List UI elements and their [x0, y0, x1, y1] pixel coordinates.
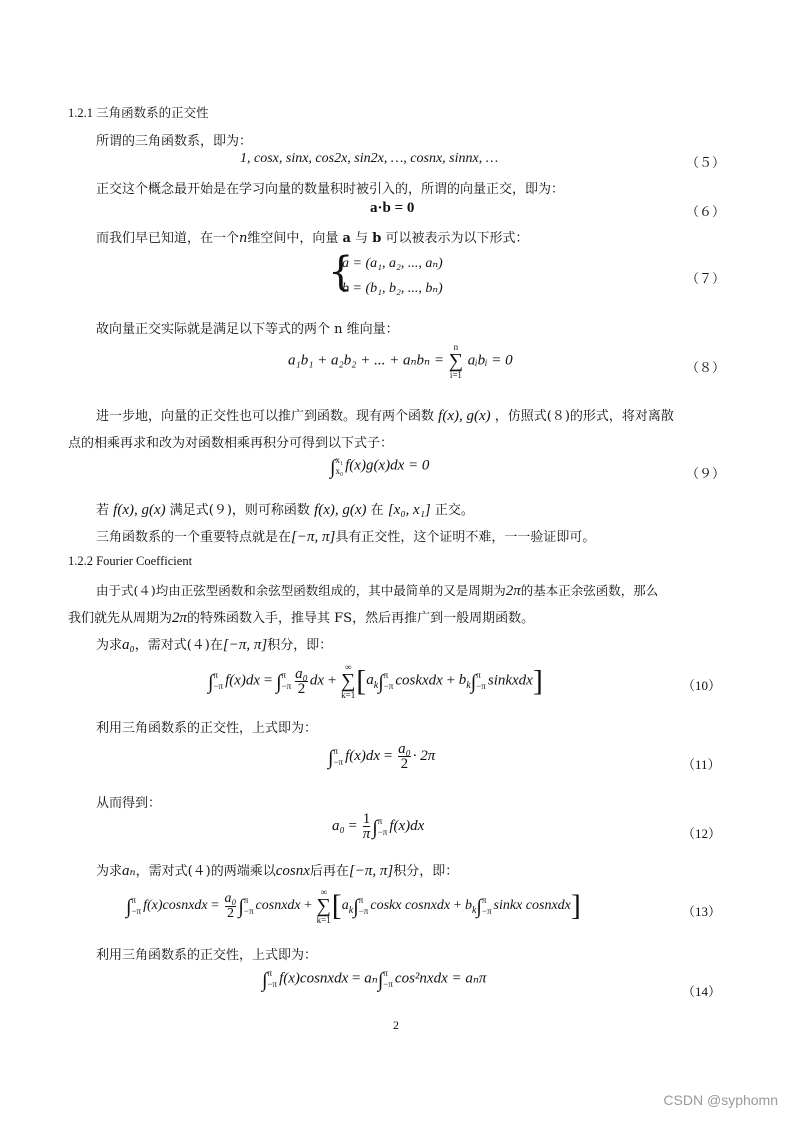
- paragraph: 为求a₀，需对式(４)在[−π, π]积分，即：: [96, 637, 333, 653]
- paragraph: 而我们早已知道，在一个n维空间中，向量 a 与 b 可以被表示为以下形式：: [96, 231, 529, 246]
- equation-13: ∫ π −π f(x)cosnxdx = $\frac{\text{a₀}}{2}$ ∫ π −π cosnxdx + ∞ ∑ k=1 [$a_k\int$ π −π coskx cosnxdx + $b_k\int$ π −π sinkx cosnxdx]: [126, 887, 581, 925]
- equation-14: ∫ π −π f(x)cosnxdx = aₙ∫ π −π cos²nxdx = aₙπ: [262, 968, 487, 992]
- paragraph: 所谓的三角函数系，即为：: [96, 134, 253, 149]
- paragraph: 我们就先从周期为2π的特殊函数入手，推导其 FS，然后再推广到一般周期函数。: [68, 610, 535, 626]
- paragraph: 若 f(x), g(x) 满足式(９)，则可称函数 f(x), g(x) 在 [x₀, x₁] 正交。: [96, 502, 474, 518]
- equation-9: ∫ x₁ x₀ f(x)g(x)dx = 0: [330, 455, 430, 479]
- paragraph: 为求aₙ，需对式(４)的两端乘以cosnx后再在[−π, π]积分，即：: [96, 863, 459, 879]
- equation-8: a₁b₁ + a₂b₂ + ... + aₙbₙ = n ∑ i=1 aᵢbᵢ = 0: [288, 342, 513, 380]
- equation-7b: b = (b₁, b₂, ..., bₙ): [342, 281, 443, 296]
- equation-5: 1, cosx, sinx, cos2x, sin2x, …, cosnx, sinnx, …: [240, 151, 499, 166]
- equation-7a: a = (a₁, a₂, ..., aₙ): [342, 256, 443, 271]
- equation-number: （７）: [686, 271, 726, 286]
- paragraph: 进一步地，向量的正交性也可以推广到函数。现有两个函数 f(x), g(x) ，仿照式(８)的形式，将对离散: [96, 408, 674, 424]
- paragraph: 从而得到：: [96, 796, 162, 811]
- equation-12: a₀ = $\frac{1}{\pi}$ ∫ π −π f(x)dx: [332, 811, 425, 842]
- equation-number: （８）: [686, 360, 726, 375]
- equation-10: ∫ π −π f(x)dx = ∫ π −π $\frac{\text{a₀}}{2}$ dx + ∞ ∑ k=1 [$a_k\int$ π −π coskxdx + $b_k\int$ π −π sinkxdx]: [208, 662, 543, 700]
- equation-number: （10）: [682, 678, 722, 693]
- equation-number: （５）: [686, 155, 726, 170]
- equation-6: a·b = 0: [370, 200, 415, 216]
- equation-number: （12）: [682, 826, 722, 841]
- page-number: 2: [393, 1018, 399, 1032]
- paragraph: 利用三角函数系的正交性，上式即为：: [96, 721, 318, 736]
- section-heading: 1.2.1 三角函数系的正交性: [68, 106, 209, 120]
- brace: {: [328, 249, 354, 295]
- watermark: CSDN @syphomn: [663, 1092, 778, 1108]
- paragraph: 利用三角函数系的正交性，上式即为：: [96, 948, 318, 963]
- paragraph: 点的相乘再求和改为对函数相乘再积分可得到以下式子：: [68, 436, 394, 451]
- paragraph: 三角函数系的一个重要特点就是在[−π, π]具有正交性，这个证明不难，一一验证即可。: [96, 529, 596, 545]
- paragraph: 正交这个概念最开始是在学习向量的数量积时被引入的，所谓的向量正交，即为：: [96, 182, 565, 197]
- section-heading: 1.2.2 Fourier Coefficient: [68, 554, 193, 568]
- paragraph: 故向量正交实际就是满足以下等式的两个 n 维向量：: [96, 322, 399, 337]
- equation-number: （６）: [686, 204, 726, 219]
- sum-symbol: n ∑ i=1: [448, 342, 464, 380]
- equation-number: （９）: [686, 466, 726, 481]
- paragraph: 由于式(４)均由正弦型函数和余弦型函数组成的，其中最简单的又是周期为2π的基本正余弦函数，那么: [96, 583, 659, 599]
- equation-11: ∫ π −π f(x)dx = $\frac{\text{a₀}}{2}$ · 2π: [328, 741, 436, 772]
- equation-number: （14）: [682, 984, 722, 999]
- equation-number: （11）: [682, 757, 721, 772]
- equation-number: （13）: [682, 904, 722, 919]
